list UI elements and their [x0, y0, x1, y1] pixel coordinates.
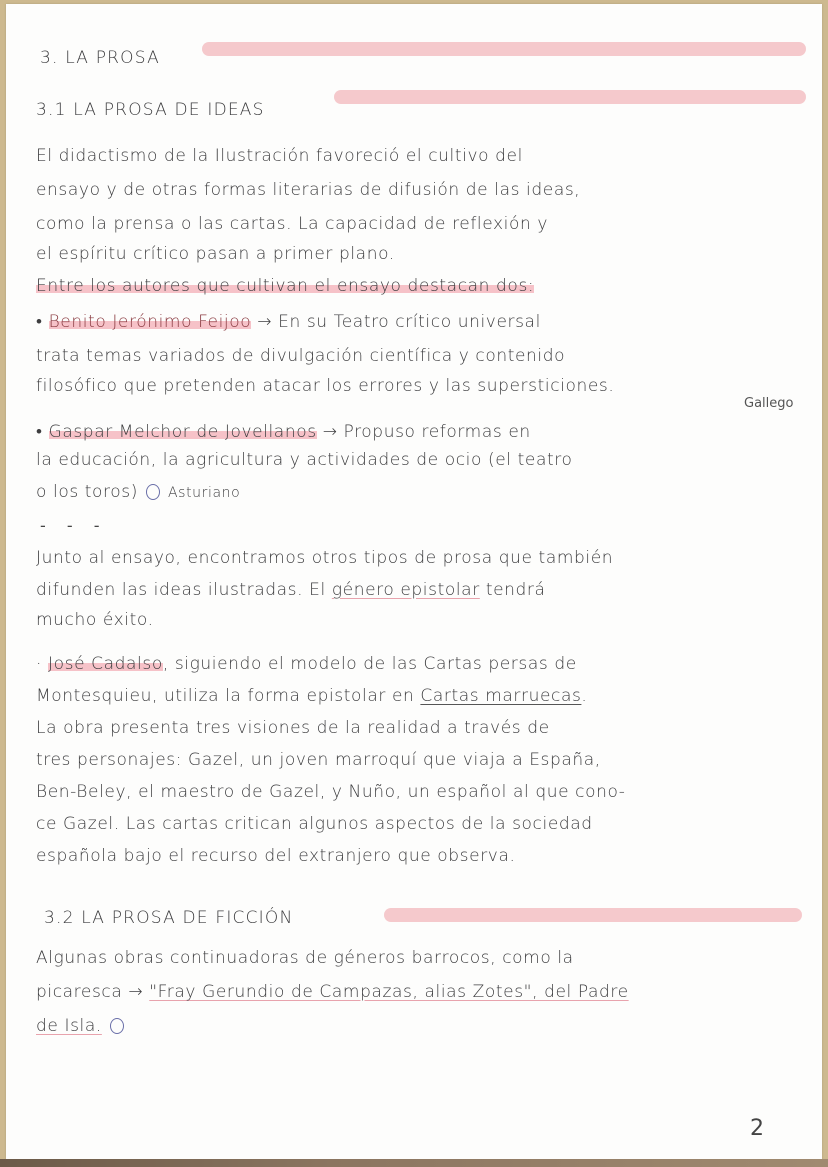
paragraph-line: trata temas variados de divulgación científica y contenido [36, 346, 566, 366]
desk-edge [0, 1159, 828, 1167]
paragraph-line: tres personajes: Gazel, un joven marroquí que viaja a España, [36, 750, 601, 770]
paragraph-line: Algunas obras continuadoras de géneros barrocos, como la [36, 948, 574, 968]
paragraph-line: Ben-Beley, el maestro de Gazel, y Nuño, un español al que cono- [36, 782, 626, 802]
paragraph-line: como la prensa o las cartas. La capacidad de reflexión y [36, 214, 549, 234]
line-text: o los toros) [36, 482, 138, 502]
paragraph-line: El didactismo de la Ilustración favoreció el cultivo del [36, 146, 523, 166]
bullet-dot: • [36, 422, 49, 442]
paragraph-line: ensayo y de otras formas literarias de difusión de las ideas, [36, 180, 581, 200]
paragraph-line: Junto al ensayo, encontramos otros tipos de prosa que también [36, 548, 614, 568]
paragraph-line [36, 580, 546, 600]
paragraph-line: La obra presenta tres visiones de la realidad a través de [36, 718, 550, 738]
bullet-dot: · [36, 654, 49, 674]
paragraph-line [36, 482, 240, 502]
underlined-term: género epistolar [331, 580, 480, 600]
line-text: tendrá [485, 580, 546, 600]
bullet-dot: • [36, 312, 49, 332]
line-text: picaresca → [36, 982, 144, 1002]
paragraph-line: filosófico que pretenden atacar los errores y las supersticiones. [36, 376, 615, 396]
paragraph-line: española bajo el recurso del extranjero que observa. [36, 846, 516, 866]
section-heading-3: 3. LA PROSA [40, 48, 160, 68]
paragraph-line: el espíritu crítico pasan a primer plano. [36, 244, 395, 264]
circle-mark-icon [146, 484, 160, 500]
underlined-title: de Isla. [36, 1016, 102, 1036]
heading-highlight-bar [334, 90, 806, 104]
authors-intro-line: Entre los autores que cultivan el ensayo destacan dos: [36, 276, 535, 296]
bullet-feijoo [36, 312, 541, 332]
section-heading-3-2: 3.2 LA PROSA DE FICCIÓN [44, 908, 294, 928]
origin-note: Asturiano [168, 485, 241, 501]
separator: - - - [40, 516, 108, 535]
notebook-page [6, 4, 822, 1160]
section-heading-3-1: 3.1 LA PROSA DE IDEAS [36, 100, 265, 120]
bullet-text: , siguiendo el modelo de las Cartas persas de [162, 654, 577, 674]
line-text: . [581, 686, 588, 706]
underlined-title: Cartas marruecas [420, 686, 582, 706]
paragraph-line: mucho éxito. [36, 610, 154, 630]
paragraph-line: la educación, la agricultura y actividades de ocio (el teatro [36, 450, 573, 470]
heading-highlight-bar [384, 908, 802, 922]
bullet-jovellanos [36, 422, 531, 442]
paragraph-line: ce Gazel. Las cartas critican algunos aspectos de la sociedad [36, 814, 593, 834]
paragraph-line [36, 686, 587, 706]
line-text: Montesquieu, utiliza la forma epistolar en [36, 686, 415, 706]
underlined-title: "Fray Gerundio de Campazas, alias Zotes", del Padre [149, 982, 629, 1002]
circle-mark-icon [110, 1018, 124, 1034]
origin-note: Gallego [744, 396, 794, 411]
bullet-cadalso [36, 654, 577, 674]
author-name: Gaspar Melchor de Jovellanos [48, 422, 317, 442]
page-number: 2 [750, 1116, 764, 1141]
line-text: difunden las ideas ilustradas. El [36, 580, 326, 600]
author-name: Benito Jerónimo Feijoo [48, 312, 252, 332]
bullet-text: → En su Teatro crítico universal [257, 312, 541, 332]
paragraph-line [36, 982, 629, 1002]
bullet-text: → Propuso reformas en [322, 422, 531, 442]
heading-highlight-bar [202, 42, 806, 56]
paragraph-line [36, 1016, 126, 1036]
author-name: José Cadalso [48, 654, 163, 674]
